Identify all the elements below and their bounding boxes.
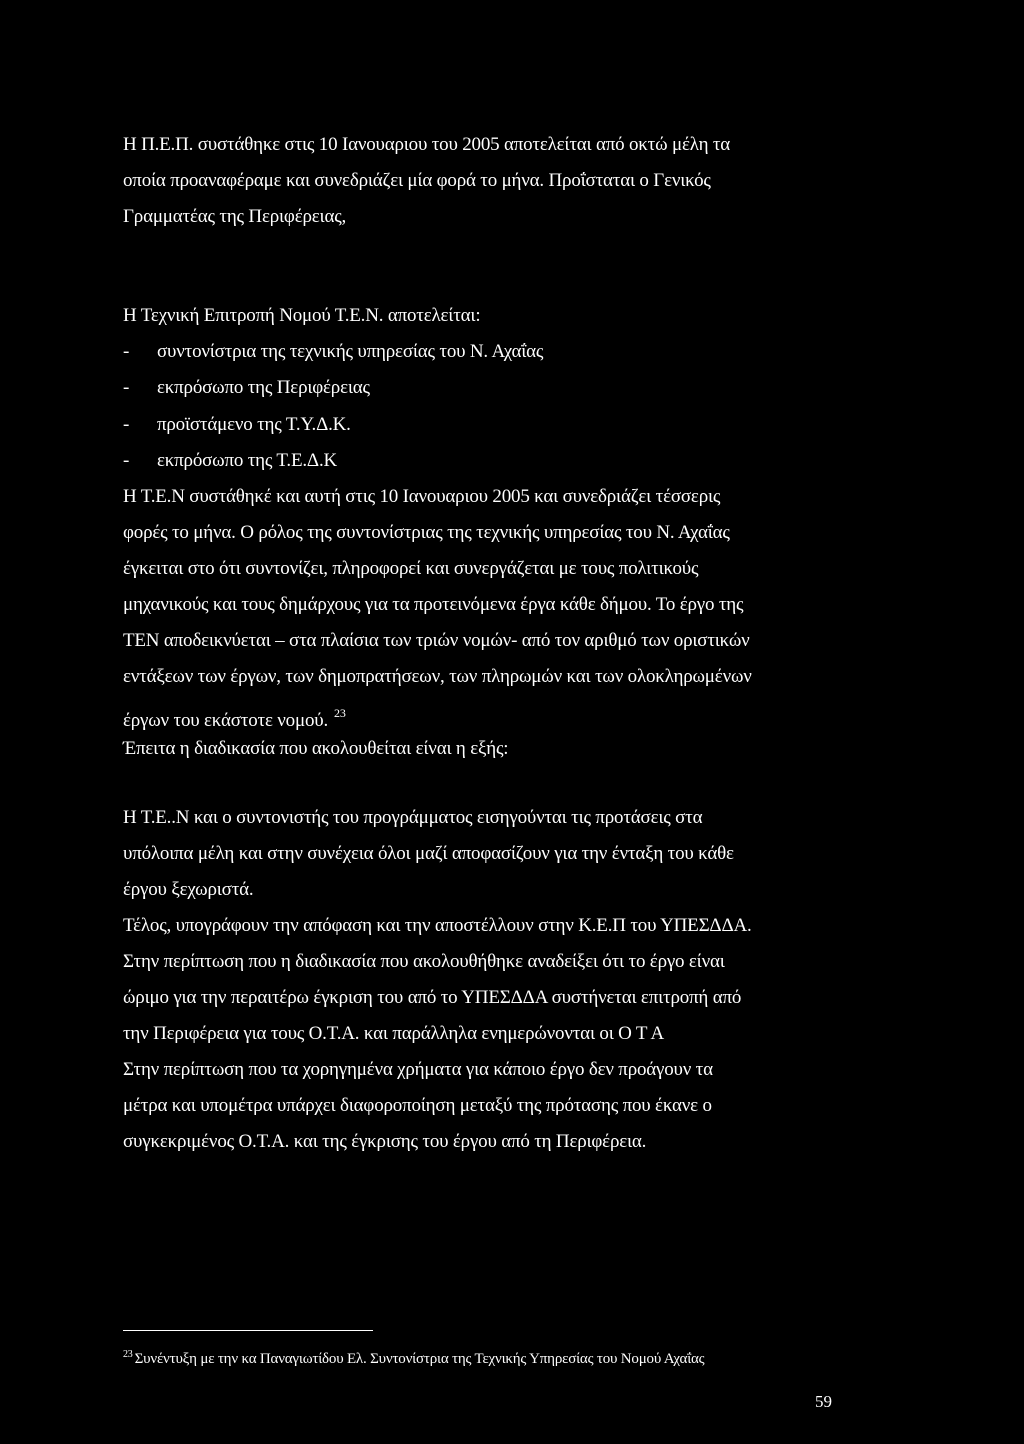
paragraph2-line-2: φορές το μήνα. Ο ρόλος της συντονίστριας της τεχνικής υπηρεσίας του Ν. Αχαΐας: [123, 522, 730, 543]
paragraph3-line-7: την Περιφέρεια για τους Ο.Τ.Α. και παράλληλα ενημερώνονται οι Ο Τ Α: [123, 1023, 664, 1044]
paragraph2-line-7-text: έργων του εκάστοτε νομού.: [123, 710, 329, 731]
paragraph3-line-2: υπόλοιπα μέλη και στην συνέχεια όλοι μαζί αποφασίζουν για την ένταξη του κάθε: [123, 843, 734, 864]
list-bullet: -: [123, 377, 130, 398]
paragraph2-line-4: μηχανικούς και τους δημάρχους για τα προτεινόμενα έργα κάθε δήμου. Το έργο της: [123, 594, 744, 615]
paragraph1-line-2: οποία προαναφέραμε και συνεδριάζει μία φορά το μήνα. Προΐσταται ο Γενικός: [123, 170, 711, 191]
paragraph3-line-6: ώριμο για την περαιτέρω έγκριση του από το ΥΠΕΣΔΔΑ συστήνεται επιτροπή από: [123, 987, 742, 1008]
paragraph2-line-1: Η Τ.Ε.Ν συστάθηκέ και αυτή στις 10 Ιανουαριου 2005 και συνεδριάζει τέσσερις: [123, 486, 721, 507]
paragraph2-line-5: ΤΕΝ αποδεικνύεται – στα πλαίσια των τριών νομών- από τον αριθμό των οριστικών: [123, 630, 750, 651]
footnote-text: Συνέντυξη με την κα Παναγιωτίδου Ελ. Συντονίστρια της Τεχνικής Υπηρεσίας του Νομού Αχαΐας: [134, 1351, 705, 1367]
footnote: [123, 1345, 704, 1369]
paragraph2-line-3: έγκειται στο ότι συντονίζει, πληροφορεί και συνεργάζεται με τους πολιτικούς: [123, 558, 699, 579]
paragraph1-line-1: Η Π.Ε.Π. συστάθηκε στις 10 Ιανουαριου του 2005 αποτελείται από οκτώ μέλη τα: [123, 134, 731, 155]
paragraph3-line-1: Η Τ.Ε..Ν και ο συντονιστής του προγράμματος εισηγούνται τις προτάσεις στα: [123, 807, 703, 828]
list-bullet: -: [123, 341, 130, 362]
list-item-tedk-rep: εκπρόσωπο της Τ.Ε.Δ.Κ: [157, 450, 338, 471]
paragraph3-line-9: μέτρα και υπομέτρα υπάρχει διαφοροποίηση μεταξύ της πρότασης που έκανε ο: [123, 1095, 712, 1116]
procedure-intro: Έπειτα η διαδικασία που ακολουθείται είναι η εξής:: [123, 738, 509, 759]
paragraph3-line-3: έργου ξεχωριστά.: [123, 879, 254, 900]
footnote-number: 23: [123, 1349, 133, 1360]
paragraph2-line-7: [123, 701, 346, 733]
list-item-coordinator: συντονίστρια της τεχνικής υπηρεσίας του Ν. Αχαΐας: [157, 341, 544, 362]
list-bullet: -: [123, 414, 130, 435]
list-bullet: -: [123, 450, 130, 471]
footnote-reference[interactable]: 23: [334, 706, 346, 720]
paragraph2-line-6: εντάξεων των έργων, των δημοπρατήσεων, των πληρωμών και των ολοκληρωμένων: [123, 666, 752, 687]
committee-intro: Η Τεχνική Επιτροπή Νομού Τ.Ε.Ν. αποτελείται:: [123, 305, 481, 326]
paragraph1-line-3: Γραμματέας της Περιφέρειας,: [123, 206, 347, 227]
list-item-tydk-head: προϊστάμενο της Τ.Υ.Δ.Κ.: [157, 414, 351, 435]
paragraph3-line-5: Στην περίπτωση που η διαδικασία που ακολουθήθηκε αναδείξει ότι το έργο είναι: [123, 951, 725, 972]
page-number: 59: [815, 1392, 832, 1411]
footnote-separator: [123, 1330, 373, 1331]
paragraph3-line-10: συγκεκριμένος Ο.Τ.Α. και της έγκρισης του έργου από τη Περιφέρεια.: [123, 1131, 647, 1152]
list-item-region-rep: εκπρόσωπο της Περιφέρειας: [157, 377, 370, 398]
paragraph3-line-8: Στην περίπτωση που τα χορηγημένα χρήματα για κάποιο έργο δεν προάγουν τα: [123, 1059, 713, 1080]
paragraph3-line-4: Τέλος, υπογράφουν την απόφαση και την αποστέλλουν στην Κ.Ε.Π του ΥΠΕΣΔΔΑ.: [123, 915, 752, 936]
